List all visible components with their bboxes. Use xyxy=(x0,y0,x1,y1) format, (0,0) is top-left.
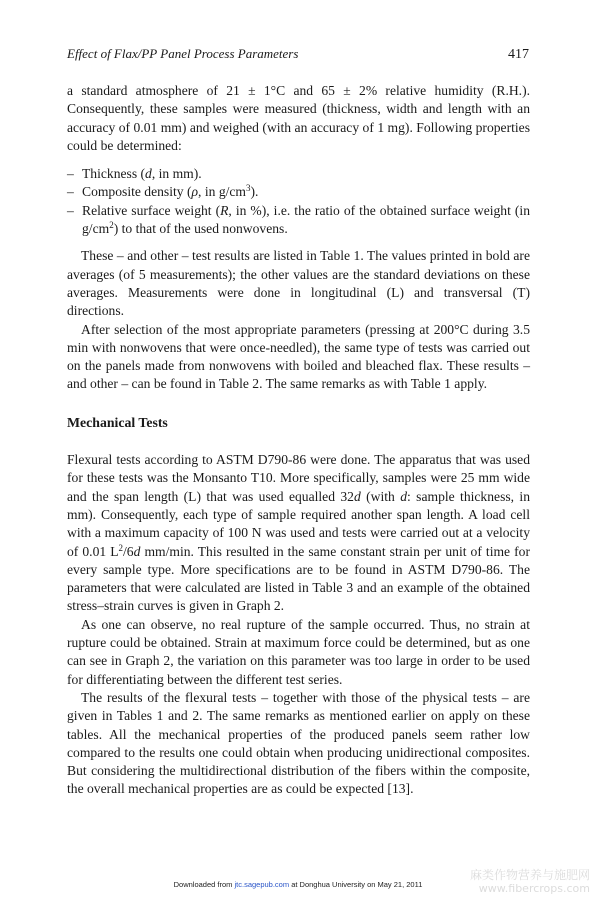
download-footer: Downloaded from jtc.sagepub.com at Donghua University on May 21, 2011 xyxy=(173,880,423,889)
paragraph-flexural-tests: Flexural tests according to ASTM D790-86 were done. The apparatus that was used for these tests was the Monsanto T10. More specifically, samples were 25 mm wide and the span length (L) that was used equalled 32d (with d: sample thickness, in mm). Consequently, each type of sample required another span length. A load cell with a maximum capacity of 100 N was used and tests were carried out at a velocity of 0.01 $L^2/6d$ mm/min. This resulted in the same constant strain per unit of time for every sample type. More specifications are to be found in ASTM D790-86. The parameters that were calculated are listed in Table 3 and an example of the obtained stress–strain curves is given in Graph 2. xyxy=(67,452,530,614)
list-dash: – xyxy=(67,202,74,218)
property-list xyxy=(67,165,530,238)
watermark-title: 麻类作物营养与施肥网 xyxy=(469,868,590,882)
list-item-thickness: – Thickness (d, in mm). xyxy=(67,165,530,183)
watermark-url: www.fibercrops.com xyxy=(478,882,590,895)
watermark xyxy=(470,868,590,896)
paragraph-table2: After selection of the most appropriate parameters (pressing at 200°C during 3.5 min with nonwovens that were once-needled), the same type of tests was carried out on the panels made from nonwovens with boiled and bleached flax. These results – and other – can be found in Table 2. The same remarks as with Table 1 apply. xyxy=(67,321,530,392)
list-item-density: – Composite density (ρ, in $g/cm^3$). xyxy=(67,183,530,201)
paragraph-results: The results of the flexural tests – together with those of the physical tests – are given in Tables 1 and 2. The same remarks as mentioned earlier on apply on these tables. All the mechanical properties of the produced panels seem rather low compared to the results one could obtain when producing unidirectional composites. But considering the multidirectional distribution of the fibers within the composite, the overall mechanical properties are as could be expected [13]. xyxy=(67,689,530,797)
page-header xyxy=(67,46,529,63)
paragraph-rupture: As one can observe, no real rupture of the sample occurred. Thus, no strain at rupture could be obtained. Strain at maximum force could be determined, but as one can see in Graph 2, the variation on this parameter was too large in order to be used for differentiating between the different test series. xyxy=(67,616,530,687)
list-dash: – xyxy=(67,166,74,182)
paragraph-atmosphere: a standard atmosphere of 21 ± 1°C and 65 ± 2% relative humidity (R.H.). Consequently, these samples were measured (thickness, width and length with an accuracy of 0.01 mm) and weighed (with an accuracy of 1 mg). Following properties could be determined: xyxy=(67,83,530,153)
source-link[interactable]: jtc.sagepub.com xyxy=(234,880,290,889)
list-dash: – xyxy=(67,184,74,200)
article-body xyxy=(67,82,530,799)
paragraph-table1: These – and other – test results are listed in Table 1. The values printed in bold are averages (of 5 measurements); the other values are the standard deviations on these averages. Measurements were done in longitudinal (L) and transversal (T) directions. xyxy=(67,248,530,319)
page-number: 417 xyxy=(508,47,529,62)
running-title: Effect of Flax/PP Panel Process Parameters xyxy=(67,46,299,61)
section-heading-mechanical-tests: Mechanical Tests xyxy=(67,414,168,430)
list-item-surface-weight: – Relative surface weight (R, in %), i.e. the ratio of the obtained surface weight (in $g/cm^2$) to that of the used nonwovens. xyxy=(67,202,530,237)
